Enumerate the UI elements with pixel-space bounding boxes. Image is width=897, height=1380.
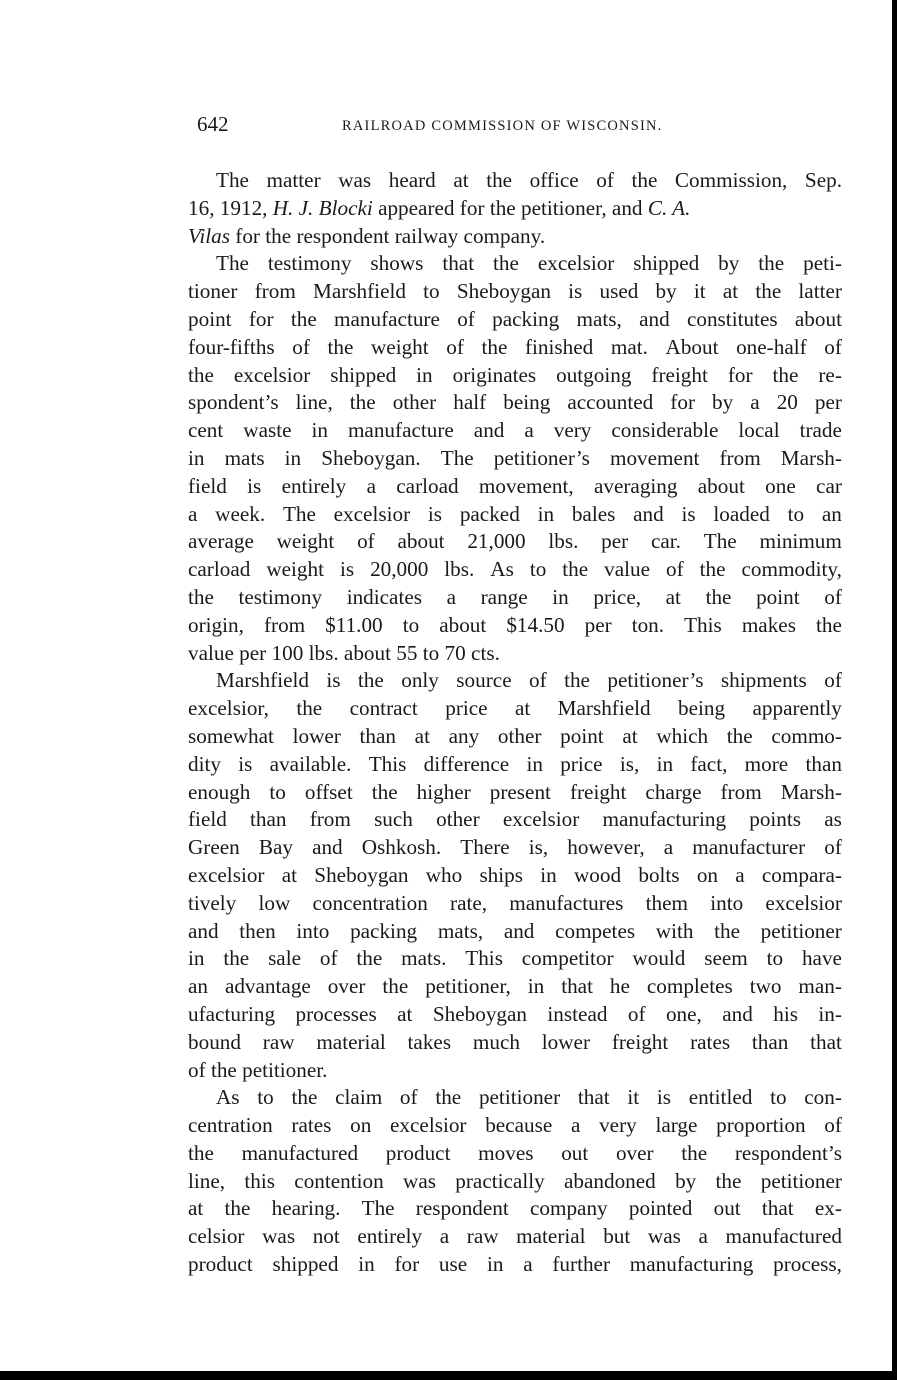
running-head xyxy=(197,112,837,142)
text-line: the testimony indicates a range in price, at the point of xyxy=(188,584,842,609)
paragraph-concentration-claim xyxy=(188,1084,842,1279)
text-line: origin, from $11.00 to about $14.50 per ton. This makes the xyxy=(188,612,842,637)
text-line: an advantage over the petitioner, in that he completes two man- xyxy=(188,974,842,999)
text-line: carload weight is 20,000 lbs. As to the value of the commodity, xyxy=(188,557,842,582)
text-line: the excelsior shipped in originates outgoing freight for the re- xyxy=(188,362,842,387)
text-line: The testimony shows that the excelsior shipped by the peti- xyxy=(216,251,842,276)
page-number: 642 xyxy=(197,112,229,136)
text-line: the manufactured product moves out over the respondent’s xyxy=(188,1140,842,1165)
text-line: somewhat lower than at any other point at which the commo- xyxy=(188,723,842,748)
paragraph-testimony xyxy=(188,250,842,667)
text-line: product shipped in for use in a further manufacturing process, xyxy=(188,1252,842,1277)
text-line: As to the claim of the petitioner that it is entitled to con- xyxy=(216,1085,842,1110)
scan-edge-right xyxy=(892,0,897,1380)
paragraph-marshfield xyxy=(188,667,842,1084)
scan-edge-bottom xyxy=(0,1371,897,1380)
text-line: ufacturing processes at Sheboygan instead of one, and his in- xyxy=(188,1001,842,1026)
text-line: enough to offset the higher present freight charge from Marsh- xyxy=(188,779,842,804)
counsel-petitioner: H. J. Blocki xyxy=(272,195,373,220)
text-line: field than from such other excelsior manufacturing points as xyxy=(188,807,842,832)
text-line: point for the manufacture of packing mats, and constitutes about xyxy=(188,306,842,331)
running-head-title: RAILROAD COMMISSION OF WISCONSIN. xyxy=(342,118,663,134)
text-line: The matter was heard at the office of the Commission, Sep. xyxy=(216,168,842,192)
paragraph-hearing xyxy=(188,167,842,250)
text-line: in the sale of the mats. This competitor would seem to have xyxy=(188,946,842,971)
text-line: Green Bay and Oshkosh. There is, however, a manufacturer of xyxy=(188,835,842,860)
text-line: excelsior at Sheboygan who ships in wood bolts on a compara- xyxy=(188,862,842,887)
text-line: of the petitioner. xyxy=(188,1057,328,1082)
body-text xyxy=(188,167,842,1279)
text-line: in mats in Sheboygan. The petitioner’s movement from Marsh- xyxy=(188,445,842,470)
text-line: centration rates on excelsior because a very large proportion of xyxy=(188,1113,842,1138)
text-line: spondent’s line, the other half being accounted for by a 20 per xyxy=(188,390,842,415)
text-line: average weight of about 21,000 lbs. per car. The minimum xyxy=(188,529,842,554)
text-line: dity is available. This difference in price is, in fact, more than xyxy=(188,751,842,776)
counsel-respondent: C. A. xyxy=(647,195,691,220)
text-line: Marshfield is the only source of the petitioner’s shipments of xyxy=(216,668,842,693)
text-line: cent waste in manufacture and a very considerable local trade xyxy=(188,418,842,443)
text-line: four-fifths of the weight of the finished mat. About one-half of xyxy=(188,334,842,359)
text-span: 16, 1912, H. J. Blocki appeared for the petitioner, and C. A. xyxy=(188,195,691,220)
text-line: celsior was not entirely a raw material but was a manufactured xyxy=(188,1224,842,1249)
text-line: line, this contention was practically abandoned by the petitioner xyxy=(188,1168,842,1193)
text-line: a week. The excelsior is packed in bales and is loaded to an xyxy=(188,501,842,526)
text-line: tioner from Marshfield to Sheboygan is used by it at the latter xyxy=(188,279,842,304)
text-line: tively low concentration rate, manufactures them into excelsior xyxy=(188,890,842,915)
text-line: and then into packing mats, and competes with the petitioner xyxy=(188,918,842,943)
text-line: value per 100 lbs. about 55 to 70 cts. xyxy=(188,640,500,665)
text-line: field is entirely a carload movement, averaging about one car xyxy=(188,473,842,498)
counsel-respondent-surname: Vilas xyxy=(188,223,230,248)
text-line: bound raw material takes much lower freight rates than that xyxy=(188,1029,842,1054)
text-line xyxy=(188,195,842,223)
text-line: Vilas for the respondent railway company. xyxy=(188,223,842,251)
text-line: excelsior, the contract price at Marshfield being apparently xyxy=(188,696,842,721)
text-line: at the hearing. The respondent company pointed out that ex- xyxy=(188,1196,842,1221)
